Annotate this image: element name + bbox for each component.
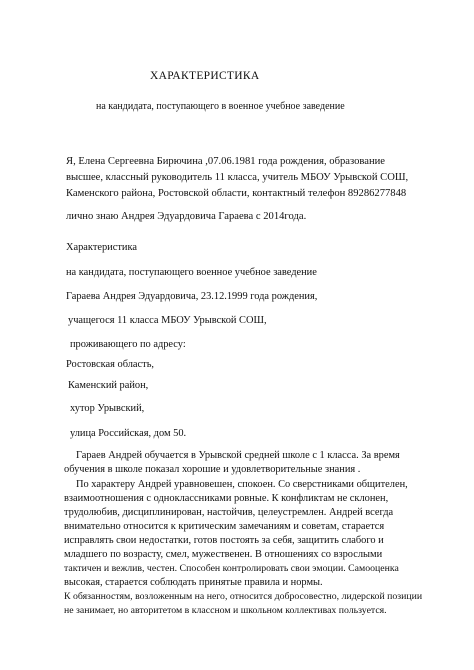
section-heading: Характеристика xyxy=(66,242,137,253)
body-line: трудолюбив, дисциплинирован, настойчив, целеустремлен. Андрей всегда xyxy=(64,507,394,518)
person-line: улица Российская, дом 50. xyxy=(70,428,187,439)
body-line: не занимает, но авторитетом в классном и школьном коллективах пользуется. xyxy=(64,605,387,616)
body-line: исправлять свои недостатки, готов постоять за себя, защитить слабого и xyxy=(64,535,384,546)
body-line: младшего по возрасту, смел, мужественен. В отношениях со взрослыми xyxy=(64,549,383,560)
body-line: взаимоотношения с одноклассниками ровные. К конфликтам не склонен, xyxy=(64,493,389,504)
body-line: высокая, старается соблюдать принятые правила и нормы. xyxy=(64,577,323,588)
person-line: Каменский район, xyxy=(68,380,149,391)
intro-line: Каменского района, Ростовской области, контактный телефон 89286277848 xyxy=(66,188,407,199)
body-line: По характеру Андрей уравновешен, спокоен. Со сверстниками общителен, xyxy=(76,479,408,490)
body-line: Гараев Андрей обучается в Урывской средней школе с 1 класса. За время xyxy=(76,450,400,461)
person-line: Гараева Андрея Эдуардовича, 23.12.1999 года рождения, xyxy=(66,291,318,302)
document-subtitle: на кандидата, поступающего в военное учебное заведение xyxy=(96,101,345,112)
intro-line: Я, Елена Сергеевна Бирючина ,07.06.1981 года рождения, образование xyxy=(66,156,385,167)
person-line: учащегося 11 класса МБОУ Урывской СОШ, xyxy=(68,315,267,326)
intro-line: лично знаю Андрея Эдуардовича Гараева с 2014года. xyxy=(66,211,307,222)
person-line: проживающего по адресу: xyxy=(70,339,186,350)
person-line: хутор Урывский, xyxy=(70,403,145,414)
body-line: обучения в школе показал хорошие и удовлетворительные знания . xyxy=(64,464,361,475)
body-line: внимательно относится к критическим замечаниям и советам, старается xyxy=(64,521,385,532)
body-line: тактичен и вежлив, честен. Способен контролировать свои эмоции. Самооценка xyxy=(64,563,399,574)
document-title: ХАРАКТЕРИСТИКА xyxy=(150,70,260,82)
intro-line: высшее, классный руководитель 11 класса, учитель МБОУ Урывской СОШ, xyxy=(66,172,409,183)
body-line: К обязанностям, возложенным на него, относится добросовестно, лидерской позиции xyxy=(64,591,423,602)
person-line: Ростовская область, xyxy=(66,359,155,370)
section-subheading: на кандидата, поступающего военное учебное заведение xyxy=(66,267,317,278)
